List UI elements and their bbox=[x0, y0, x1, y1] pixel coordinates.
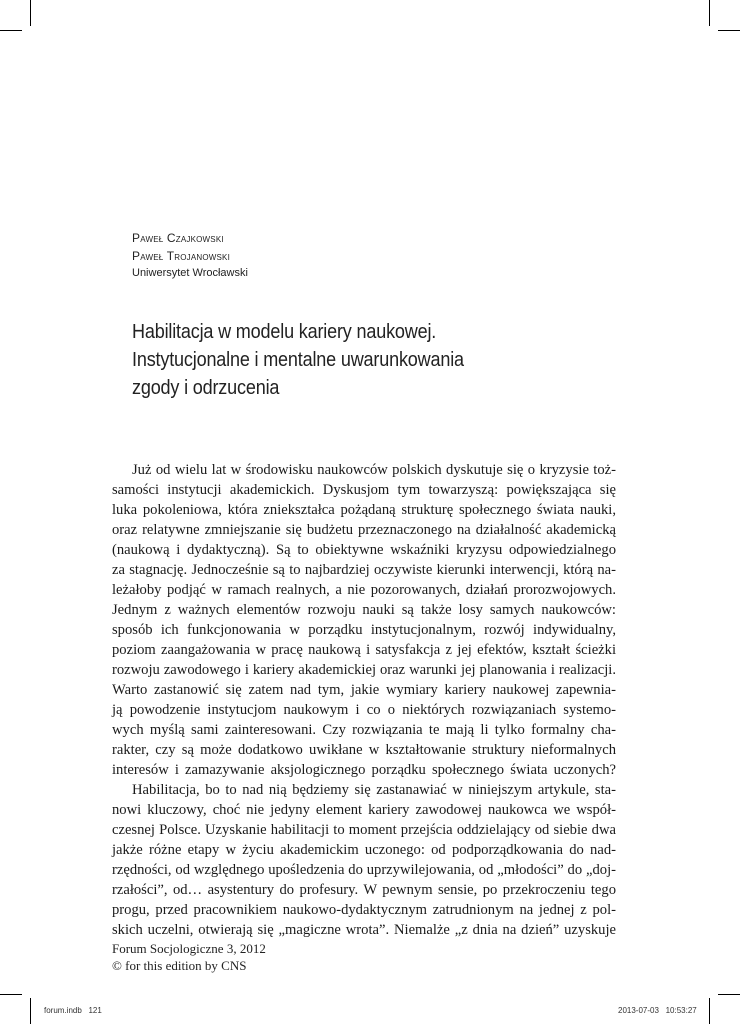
body-line: luka pokoleniowa, która zniekształca pożądaną strukturę społecznego świata nauki, bbox=[112, 502, 616, 518]
article-body bbox=[112, 460, 616, 940]
body-line: oraz relatywne zmniejszanie się budżetu przeznaczonego na działalność akademicką bbox=[112, 522, 616, 538]
body-line: Warto zastanowić się zatem nad tym, jakie wymiary kariery naukowej zapewnia- bbox=[112, 682, 616, 698]
body-line: za stagnację. Jednocześnie są to najbardziej oczywiste kierunki interwencji, którą na- bbox=[112, 562, 616, 578]
body-line: nowi kluczowy, choć nie jedyny element kariery zawodowej naukowca we współ- bbox=[112, 802, 616, 818]
crop-mark bbox=[718, 30, 740, 31]
article-title bbox=[132, 318, 464, 402]
body-line: leżałoby podjąć w ramach realnych, a nie pozorowanych, działań prorozwojowych. bbox=[112, 582, 616, 598]
body-line: czesnej Polsce. Uzyskanie habilitacji to moment przejścia oddzielający od siebie dwa bbox=[112, 822, 616, 838]
body-line: progu, przed pracownikiem naukowo-dydaktycznym zatrudnionym na jednej z pol- bbox=[112, 902, 616, 918]
body-line: samości instytucji akademickich. Dyskusjom tym towarzyszą: powiększająca się bbox=[112, 482, 616, 498]
crop-mark bbox=[709, 0, 710, 26]
author-name: Paweł Czajkowski bbox=[132, 231, 224, 245]
body-line: interesów i zamazywanie aksjologicznego porządku społecznego świata uczonych? bbox=[112, 762, 616, 778]
author-affiliation: Uniwersytet Wrocławski bbox=[132, 267, 248, 279]
author-name: Paweł Trojanowski bbox=[132, 249, 231, 263]
body-line: rzałości”, od… asystentury do profesury. W pewnym sensie, po przekroczeniu tego bbox=[112, 882, 616, 898]
slug-filename: forum.indb 121 bbox=[44, 1006, 102, 1015]
page-footer bbox=[112, 940, 266, 974]
crop-mark bbox=[30, 998, 31, 1024]
body-line: skich uczelni, otwierają się „magiczne wrota”. Niemalże „z dnia na dzień” uzyskuje bbox=[112, 922, 616, 938]
title-line: zgody i odrzucenia bbox=[132, 376, 280, 399]
journal-citation: Forum Socjologiczne 3, 2012 bbox=[112, 941, 266, 956]
author-block bbox=[132, 229, 248, 281]
crop-mark bbox=[718, 994, 740, 995]
body-line: rakter, czy są może dodatkowo uwikłane w kształtowanie struktury nieformalnych bbox=[112, 742, 616, 758]
body-line: rozwoju zawodowego i kariery akademickiej oraz warunki jej planowania i realizacji. bbox=[112, 662, 616, 678]
crop-mark bbox=[0, 30, 22, 31]
body-line: wych myślą sami zainteresowani. Czy rozwiązania te mają li tylko formalny cha- bbox=[112, 722, 616, 738]
body-line: sposób ich funkcjonowania w porządku instytucjonalnym, rozwój indywidualny, bbox=[112, 622, 616, 638]
crop-mark bbox=[0, 994, 22, 995]
body-line: rzędności, od względnego upośledzenia do uprzywilejowania, od „młodości” do „doj- bbox=[112, 862, 616, 878]
body-line: (naukową i dydaktyczną). Są to obiektywne wskaźniki kryzysu odpowiedzialnego bbox=[112, 542, 616, 558]
body-line: ją powodzenie instytucjom naukowym i co o niektórych rozwiązaniach systemo- bbox=[112, 702, 616, 718]
copyright-notice: © for this edition by CNS bbox=[112, 958, 247, 973]
body-line: jakże różne etapy w życiu akademickim uczonego: od podporządkowania do nad- bbox=[112, 842, 616, 858]
crop-mark bbox=[30, 0, 31, 26]
title-line: Instytucjonalne i mentalne uwarunkowania bbox=[132, 348, 464, 371]
body-line: poziom zaangażowania w pracę naukową i satysfakcja z jej efektów, kształt ścieżki bbox=[112, 642, 616, 658]
body-line: Habilitacja, bo to nad nią będziemy się zastanawiać w niniejszym artykule, sta- bbox=[132, 782, 616, 798]
slug-timestamp: 2013-07-03 10:53:27 bbox=[618, 1006, 697, 1015]
body-line: Jednym z ważnych elementów rozwoju nauki są także losy samych naukowców: bbox=[112, 602, 616, 618]
crop-mark bbox=[709, 998, 710, 1024]
body-line: Już od wielu lat w środowisku naukowców polskich dyskutuje się o kryzysie toż- bbox=[132, 462, 616, 478]
title-line: Habilitacja w modelu kariery naukowej. bbox=[132, 320, 437, 343]
